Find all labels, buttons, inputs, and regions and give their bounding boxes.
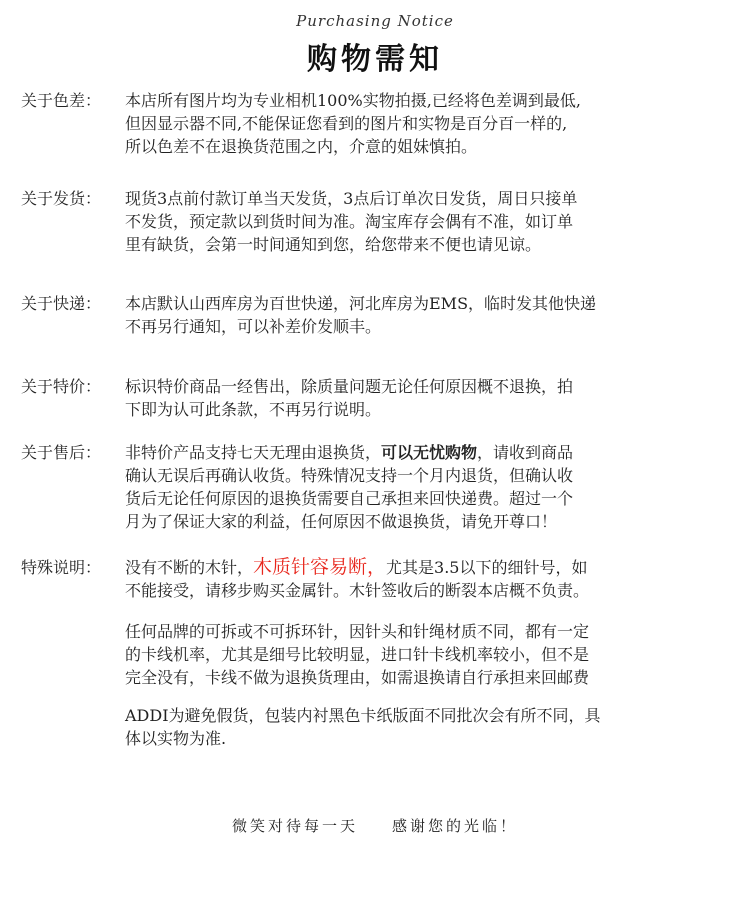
body-line: 本店所有图片均为专业相机100%实物拍摄,已经将色差调到最低,: [125, 91, 581, 110]
footer-slogan: [0, 815, 750, 836]
body-line: [125, 441, 720, 464]
footer-right-text: 感谢您的光临！: [392, 817, 519, 835]
body-line: 里有缺货，会第一时间通知到您，给您带来不便也请见谅。: [125, 235, 542, 254]
body-line: ADDI为避免假货，包装内衬黑色卡纸版面不同批次会有所不同，具: [125, 706, 601, 725]
section-label: 特殊说明：: [21, 558, 102, 577]
section-body: [125, 441, 720, 533]
highlight-text: 木质针容易断，: [253, 556, 387, 578]
body-line: 所以色差不在退换货范围之内，介意的姐妹慎拍。: [125, 137, 478, 156]
body-text: 没有不断的木针，: [125, 558, 254, 577]
body-line: 标识特价商品一经售出，除质量问题无论任何原因概不退换，拍: [125, 377, 574, 396]
body-text: 尤其是3.5以下的细针号，如: [386, 558, 588, 577]
body-line: 不能接受，请移步购买金属针。木针签收后的断裂本店概不负责。: [125, 581, 590, 600]
body-line: 确认无误后再确认收货。特殊情况支持一个月内退货，但确认收: [125, 466, 574, 485]
body-line: 月为了保证大家的利益，任何原因不做退换货，请免开尊口！: [125, 512, 558, 531]
body-line: 不再另行通知，可以补差价发顺丰。: [125, 317, 382, 336]
section-label: 关于快递：: [21, 294, 102, 313]
body-line: 现货3点前付款订单当天发货，3点后订单次日发货，周日只接单: [125, 189, 578, 208]
body-line: 但因显示器不同,不能保证您看到的图片和实物是百分百一样的,: [125, 114, 568, 133]
page-subtitle: Purchasing Notice: [296, 12, 454, 30]
section-body: [125, 292, 720, 338]
section-label: 关于色差：: [21, 91, 102, 110]
section-body: [125, 704, 720, 750]
section-body: [125, 556, 720, 602]
footer-left-text: 微笑对待每一天: [231, 817, 358, 835]
body-line: 货后无论任何原因的退换货需要自己承担来回快递费。超过一个: [125, 489, 574, 508]
section-label: 关于发货：: [21, 189, 102, 208]
emphasis-text: 可以无忧购物: [381, 443, 478, 462]
section-body: [125, 187, 720, 256]
section-body: [125, 620, 720, 689]
body-line: 任何品牌的可拆或不可拆环针，因针头和针绳材质不同，都有一定: [125, 622, 590, 641]
body-line: 的卡线机率，尤其是细号比较明显，进口针卡线机率较小，但不是: [125, 645, 590, 664]
section-label: 关于售后：: [21, 443, 102, 462]
body-text: 非特价产品支持七天无理由退换货，: [125, 443, 382, 462]
body-line: 完全没有，卡线不做为退换货理由，如需退换请自行承担来回邮费: [125, 668, 590, 687]
body-line: 不发货，预定款以到货时间为准。淘宝库存会偶有不准，如订单: [125, 212, 574, 231]
section-label: 关于特价：: [21, 377, 102, 396]
section-body: [125, 89, 720, 158]
body-line: 下即为认可此条款，不再另行说明。: [125, 400, 382, 419]
body-line: 体以实物为准.: [125, 729, 227, 748]
body-line: 本店默认山西库房为百世快递，河北库房为EMS，临时发其他快递: [125, 294, 597, 313]
section-body: [125, 375, 720, 421]
body-text: ，请收到商品: [477, 443, 574, 462]
body-line: [125, 556, 720, 579]
page-title: 购物需知: [307, 42, 443, 77]
